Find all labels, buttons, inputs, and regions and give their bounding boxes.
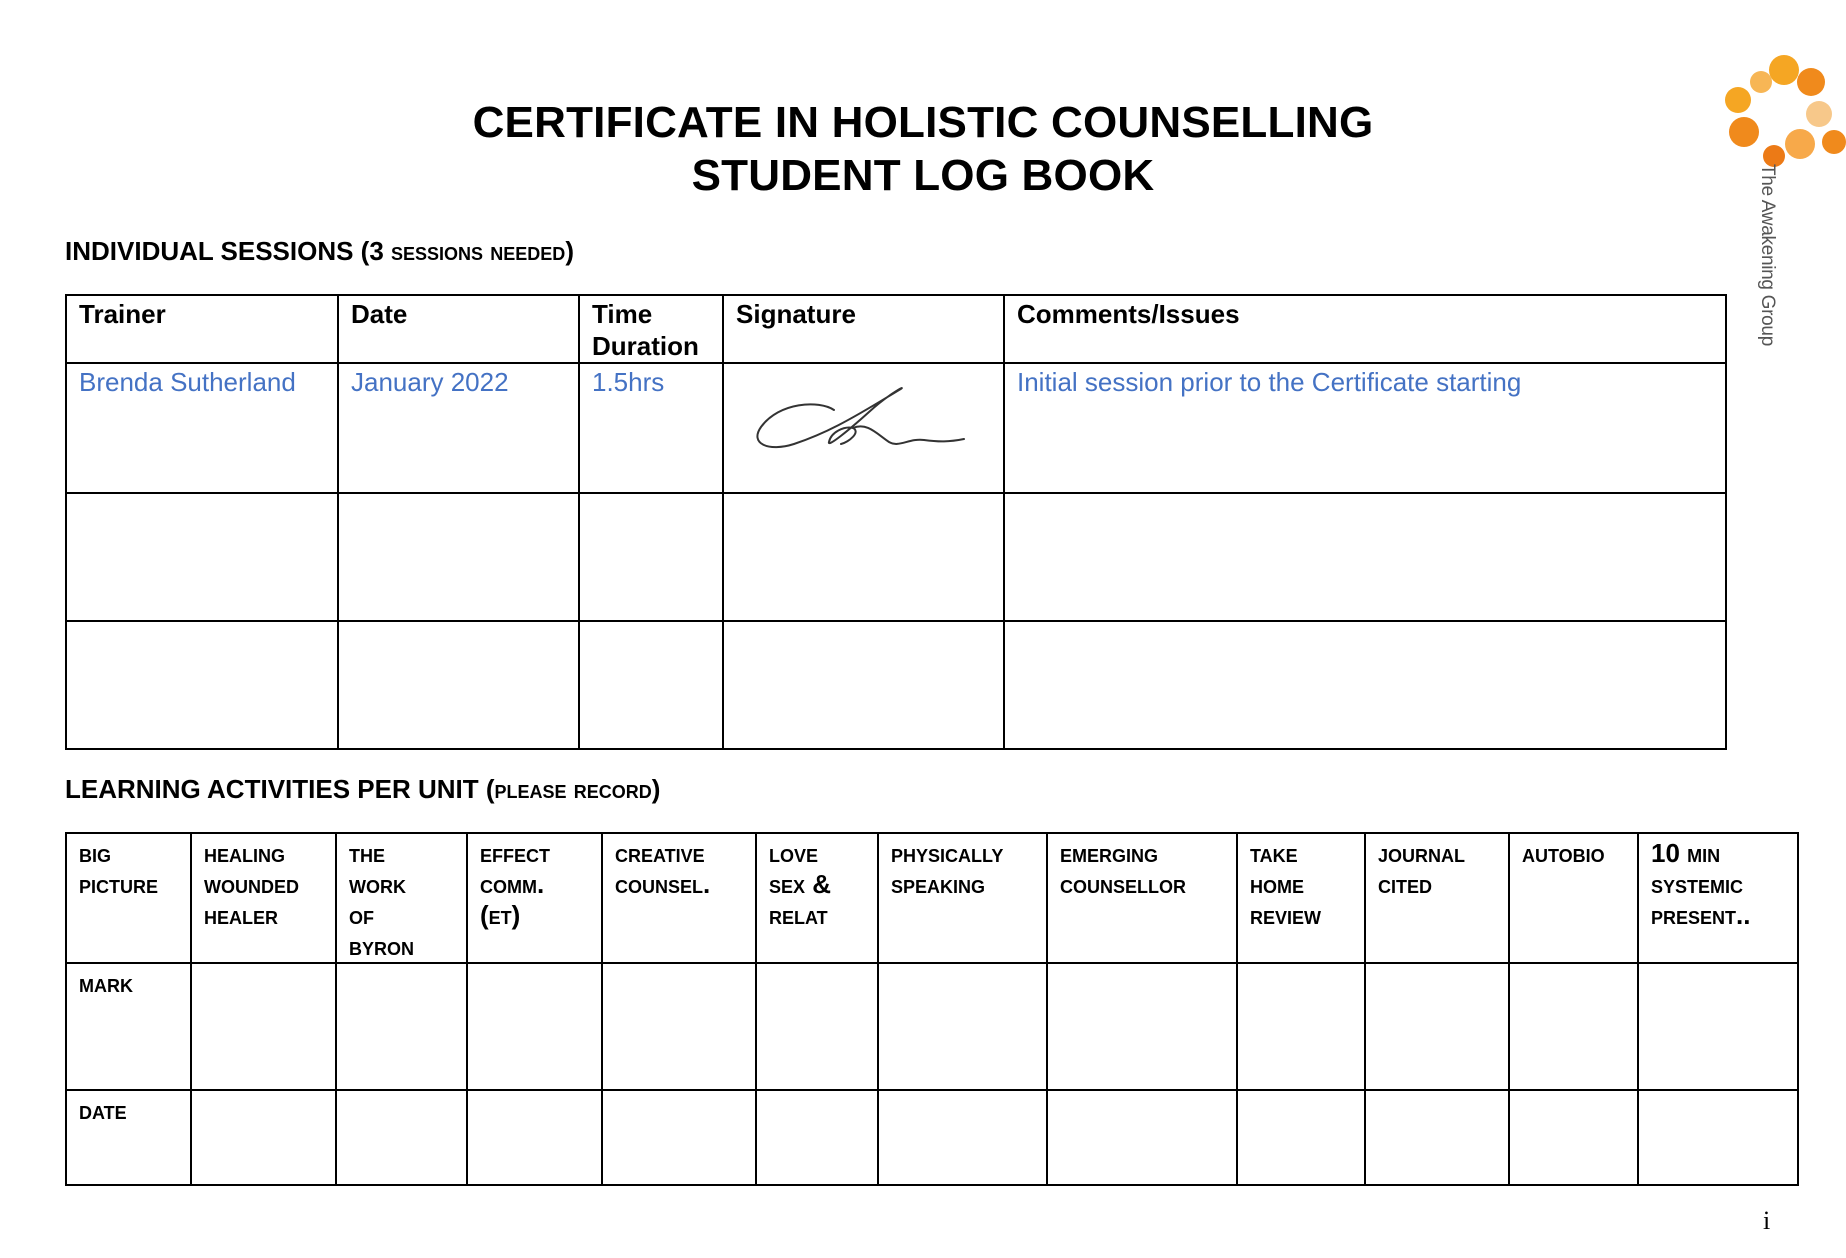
mark-row	[66, 963, 1798, 1090]
duration-cell[interactable]	[579, 493, 723, 621]
unit-header-cell	[1237, 833, 1365, 963]
page-number: i	[1763, 1206, 1771, 1235]
unit-header-text: review	[1250, 900, 1322, 930]
unit-header-cell	[336, 833, 467, 963]
mark-entry-cell[interactable]	[1047, 963, 1237, 1090]
date-entry-cell[interactable]	[1047, 1090, 1237, 1185]
unit-header-text: healing	[204, 838, 285, 868]
unit-header-text: big	[79, 838, 112, 868]
date-row	[66, 1090, 1798, 1185]
mark-entry-cell[interactable]	[1365, 963, 1509, 1090]
mark-entry-cell[interactable]	[336, 963, 467, 1090]
column-header-comments: Comments/Issues	[1004, 295, 1726, 363]
unit-header-text: (et)	[480, 900, 521, 930]
date-entry-cell[interactable]	[336, 1090, 467, 1185]
unit-header-cell	[1365, 833, 1509, 963]
unit-header-text: effect	[480, 838, 550, 868]
date-entry-cell[interactable]	[1237, 1090, 1365, 1185]
unit-header-text: healer	[204, 900, 279, 930]
date-entry-cell[interactable]	[878, 1090, 1047, 1185]
unit-header-row	[66, 833, 1798, 963]
date-row-label: date	[66, 1090, 191, 1185]
column-header-trainer: Trainer	[66, 295, 338, 363]
date-entry-cell[interactable]	[756, 1090, 878, 1185]
unit-header-cell	[191, 833, 336, 963]
unit-header-text: work	[349, 869, 406, 899]
date-entry-cell[interactable]	[602, 1090, 756, 1185]
unit-header-text: picture	[79, 869, 159, 899]
duration-cell[interactable]	[579, 621, 723, 749]
unit-header-cell	[66, 833, 191, 963]
unit-header-text: creative	[615, 838, 705, 868]
column-header-date: Date	[338, 295, 579, 363]
unit-header-text: speaking	[891, 869, 986, 899]
mark-entry-cell[interactable]	[191, 963, 336, 1090]
logo-text: The Awakening Group	[1757, 164, 1778, 346]
unit-header-text: present..	[1651, 900, 1751, 930]
unit-header-text: byron	[349, 931, 415, 961]
comments-cell[interactable]: Initial session prior to the Certificate starting	[1004, 363, 1726, 493]
table-header-row	[66, 295, 1726, 363]
trainer-cell[interactable]: Brenda Sutherland	[66, 363, 338, 493]
signature-cell[interactable]	[723, 363, 1004, 493]
table-row	[66, 621, 1726, 749]
unit-header-text: cited	[1378, 869, 1432, 899]
mark-entry-cell[interactable]	[467, 963, 602, 1090]
comments-cell[interactable]	[1004, 621, 1726, 749]
unit-header-text: the	[349, 838, 385, 868]
trainer-cell[interactable]	[66, 493, 338, 621]
mark-entry-cell[interactable]	[1237, 963, 1365, 1090]
unit-header-text: sex &	[769, 869, 832, 899]
individual-sessions-table	[65, 294, 1727, 750]
unit-header-text: emerging	[1060, 838, 1159, 868]
mark-entry-cell[interactable]	[1638, 963, 1798, 1090]
unit-header-cell	[756, 833, 878, 963]
date-entry-cell[interactable]	[191, 1090, 336, 1185]
unit-header-cell	[1638, 833, 1798, 963]
unit-header-text: systemic	[1651, 869, 1744, 899]
document-title-line-2: STUDENT LOG BOOK	[691, 151, 1155, 200]
date-entry-cell[interactable]	[1509, 1090, 1638, 1185]
unit-header-text: of	[349, 900, 374, 930]
handwritten-signature	[749, 382, 979, 472]
column-header-time-duration: Time Duration	[579, 295, 723, 363]
unit-header-text: physically	[891, 838, 1004, 868]
table-row	[66, 493, 1726, 621]
unit-header-text: relat	[769, 900, 828, 930]
unit-header-cell	[1047, 833, 1237, 963]
unit-header-text: counsellor	[1060, 869, 1186, 899]
mark-entry-cell[interactable]	[878, 963, 1047, 1090]
unit-header-cell	[602, 833, 756, 963]
duration-cell[interactable]: 1.5hrs	[579, 363, 723, 493]
unit-header-cell	[1509, 833, 1638, 963]
unit-header-text: take	[1250, 838, 1298, 868]
date-cell[interactable]	[338, 621, 579, 749]
mark-row-label: mark	[66, 963, 191, 1090]
unit-header-cell	[878, 833, 1047, 963]
flower-petals-icon	[1725, 55, 1846, 167]
trainer-cell[interactable]	[66, 621, 338, 749]
document-title-line-1: CERTIFICATE IN HOLISTIC COUNSELLING	[472, 98, 1374, 147]
date-entry-cell[interactable]	[1365, 1090, 1509, 1185]
column-header-signature: Signature	[723, 295, 1004, 363]
unit-header-cell	[467, 833, 602, 963]
date-cell[interactable]: January 2022	[338, 363, 579, 493]
individual-sessions-heading: INDIVIDUAL SESSIONS (3 sessions needed)	[65, 236, 574, 266]
signature-cell[interactable]	[723, 493, 1004, 621]
date-entry-cell[interactable]	[1638, 1090, 1798, 1185]
date-cell[interactable]	[338, 493, 579, 621]
unit-header-text: 10 min	[1651, 838, 1721, 868]
unit-header-text: autobio	[1522, 838, 1605, 868]
mark-entry-cell[interactable]	[756, 963, 878, 1090]
comments-cell[interactable]	[1004, 493, 1726, 621]
awakening-group-logo	[1716, 52, 1846, 168]
mark-entry-cell[interactable]	[1509, 963, 1638, 1090]
signature-cell[interactable]	[723, 621, 1004, 749]
unit-header-text: love	[769, 838, 819, 868]
unit-header-text: journal	[1378, 838, 1466, 868]
unit-header-text: counsel.	[615, 869, 711, 899]
mark-entry-cell[interactable]	[602, 963, 756, 1090]
learning-activities-heading: LEARNING ACTIVITIES PER UNIT (please record)	[65, 774, 661, 804]
unit-header-text: comm.	[480, 869, 545, 899]
date-entry-cell[interactable]	[467, 1090, 602, 1185]
table-row	[66, 363, 1726, 493]
unit-header-text: wounded	[204, 869, 299, 899]
unit-header-text: home	[1250, 869, 1304, 899]
learning-activities-table	[65, 832, 1799, 1186]
